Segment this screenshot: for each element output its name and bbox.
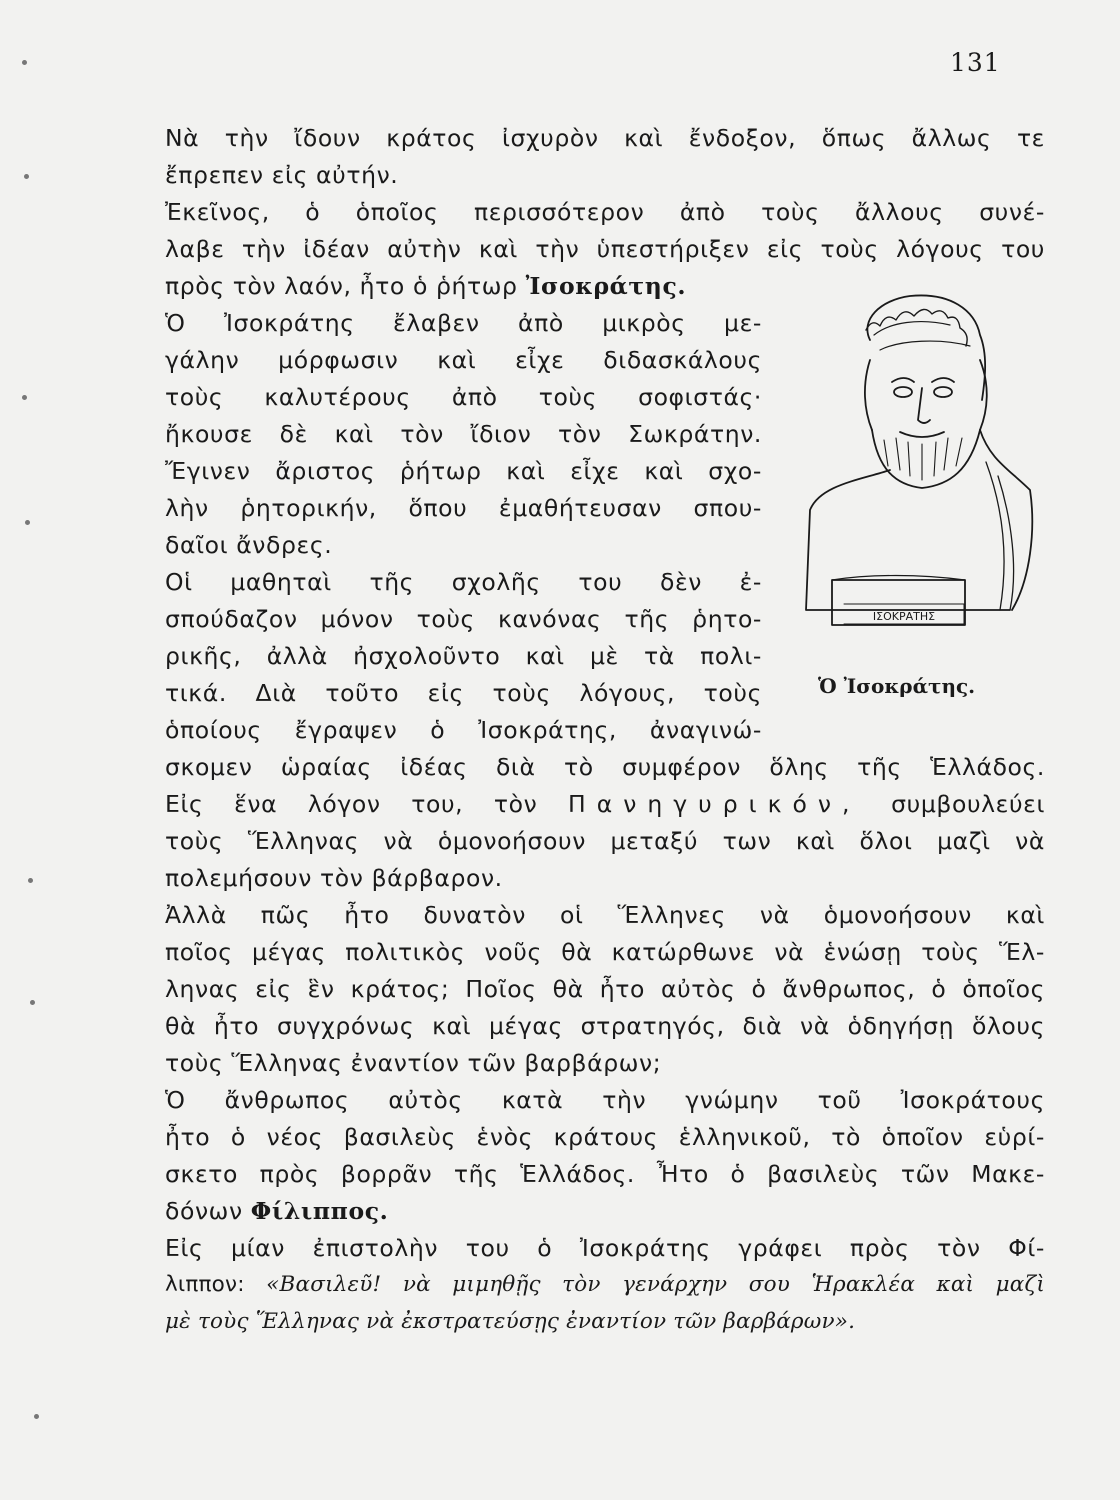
text-line: πολεμήσουν τὸν βάρβαρον.: [165, 864, 503, 892]
isokrates-bust-illustration: [800, 280, 1040, 640]
text-line: γάλην μόρφωσιν καὶ εἶχε διδασκάλους: [165, 346, 762, 374]
text-line: [165, 786, 1045, 822]
text-line: ἦτο ὁ νέος βασιλεὺς ἑνὸς κράτους ἑλληνικοῦ, τὸ ὁποῖον εὑρί-: [165, 1123, 1045, 1151]
text-line: [165, 268, 686, 304]
text-line: τοὺς Ἕλληνας νὰ ὁμονοήσουν μεταξύ των καὶ ὅλοι μαζὶ νὰ: [165, 827, 1045, 855]
text-run: πρὸς τὸν λαόν, ἦτο ὁ ῥήτωρ: [165, 272, 518, 300]
text-line: ὁποίους ἔγραψεν ὁ Ἰσοκράτης, ἀναγινώ-: [165, 716, 762, 744]
text-line: Ἀλλὰ πῶς ἦτο δυνατὸν οἱ Ἕλληνες νὰ ὁμονοήσουν καὶ: [165, 901, 1045, 929]
name-philippos: Φίλιππος.: [250, 1197, 389, 1225]
text-run: λιππον:: [165, 1272, 245, 1297]
margin-speck: [25, 520, 30, 525]
text-line: τοὺς καλυτέρους ἀπὸ τοὺς σοφιστάς·: [165, 383, 762, 411]
text-line: τοὺς Ἕλληνας ἐναντίον τῶν βαρβάρων;: [165, 1049, 662, 1077]
text-line: [165, 1193, 388, 1229]
text-line: σκετο πρὸς βορρᾶν τῆς Ἑλλάδος. Ἦτο ὁ βασιλεὺς τῶν Μακε-: [165, 1160, 1045, 1188]
text-line: ρικῆς, ἀλλὰ ἠσχολοῦντο καὶ μὲ τὰ πολι-: [165, 642, 762, 670]
text-line: Ὁ Ἰσοκράτης ἔλαβεν ἀπὸ μικρὸς με-: [165, 309, 762, 337]
page-number: 131: [950, 48, 1001, 77]
text-line: ληνας εἰς ἓν κράτος; Ποῖος θὰ ἦτο αὐτὸς ὁ ἄνθρωπος, ὁ ὁποῖος: [165, 975, 1045, 1003]
text-line: ποῖος μέγας πολιτικὸς νοῦς θὰ κατώρθωνε νὰ ἑνώσῃ τοὺς Ἕλ-: [165, 938, 1045, 966]
text-line: Ὁ ἄνθρωπος αὐτὸς κατὰ τὴν γνώμην τοῦ Ἰσοκράτους: [165, 1086, 1045, 1114]
text-line: Οἱ μαθηταὶ τῆς σχολῆς του δὲν ἐ-: [165, 568, 762, 596]
text-line: σπούδαζον μόνον τοὺς κανόνας τῆς ῥητο-: [165, 605, 762, 633]
quote-text: μὲ τοὺς Ἕλληνας νὰ ἐκστρατεύσῃς ἐναντίον τῶν βαρβάρων».: [165, 1309, 856, 1334]
text-line: θὰ ἦτο συγχρόνως καὶ μέγας στρατηγός, διὰ νὰ ὁδηγήσῃ ὅλους: [165, 1012, 1045, 1040]
name-isokrates: Ἰσοκράτης.: [525, 272, 687, 300]
figure-caption: Ὁ Ἰσοκράτης.: [818, 674, 976, 698]
text-run: συμβουλεύει: [891, 790, 1046, 818]
text-line: [165, 1267, 1045, 1303]
text-line: Εἰς μίαν ἐπιστολὴν του ὁ Ἰσοκράτης γράφει πρὸς τὸν Φί-: [165, 1234, 1045, 1262]
margin-speck: [22, 395, 27, 400]
plinth-inscription: ΙΣΟΚΡΑΤΗΣ: [872, 610, 936, 623]
text-run: δόνων: [165, 1197, 243, 1225]
text-line: ἤκουσε δὲ καὶ τὸν ἴδιον τὸν Σωκράτην.: [165, 420, 762, 448]
margin-speck: [34, 1414, 39, 1419]
text-line: Ἔγινεν ἄριστος ῥήτωρ καὶ εἶχε καὶ σχο-: [165, 457, 762, 485]
text-line: Ἐκεῖνος, ὁ ὁποῖος περισσότερον ἀπὸ τοὺς ἄλλους συνέ-: [165, 198, 1045, 226]
text-run: Εἰς ἕνα λόγον του, τὸν: [165, 790, 538, 818]
text-line: Νὰ τὴν ἴδουν κράτος ἰσχυρὸν καὶ ἔνδοξον, ὅπως ἄλλως τε: [165, 124, 1045, 152]
margin-speck: [22, 60, 27, 65]
text-line: τικά. Διὰ τοῦτο εἰς τοὺς λόγους, τοὺς: [165, 679, 762, 707]
quote-text: «Βασιλεῦ! νὰ μιμηθῇς τὸν γενάρχην σου Ἡρακλέα καὶ μαζὶ: [266, 1272, 1045, 1297]
title-panegyrikos: Πανηγυρικόν,: [568, 790, 861, 818]
margin-speck: [28, 878, 33, 883]
text-line: δαῖοι ἄνδρες.: [165, 531, 333, 559]
text-line: λαβε τὴν ἰδέαν αὐτὴν καὶ τὴν ὑπεστήριξεν εἰς τοὺς λόγους του: [165, 235, 1045, 263]
text-line: λὴν ῥητορικήν, ὅπου ἐμαθήτευσαν σπου-: [165, 494, 762, 522]
margin-speck: [24, 174, 29, 179]
text-line: σκομεν ὡραίας ἰδέας διὰ τὸ συμφέρον ὅλης τῆς Ἑλλάδος.: [165, 753, 1045, 781]
margin-speck: [30, 1000, 35, 1005]
text-line: ἔπρεπεν εἰς αὐτήν.: [165, 161, 399, 189]
